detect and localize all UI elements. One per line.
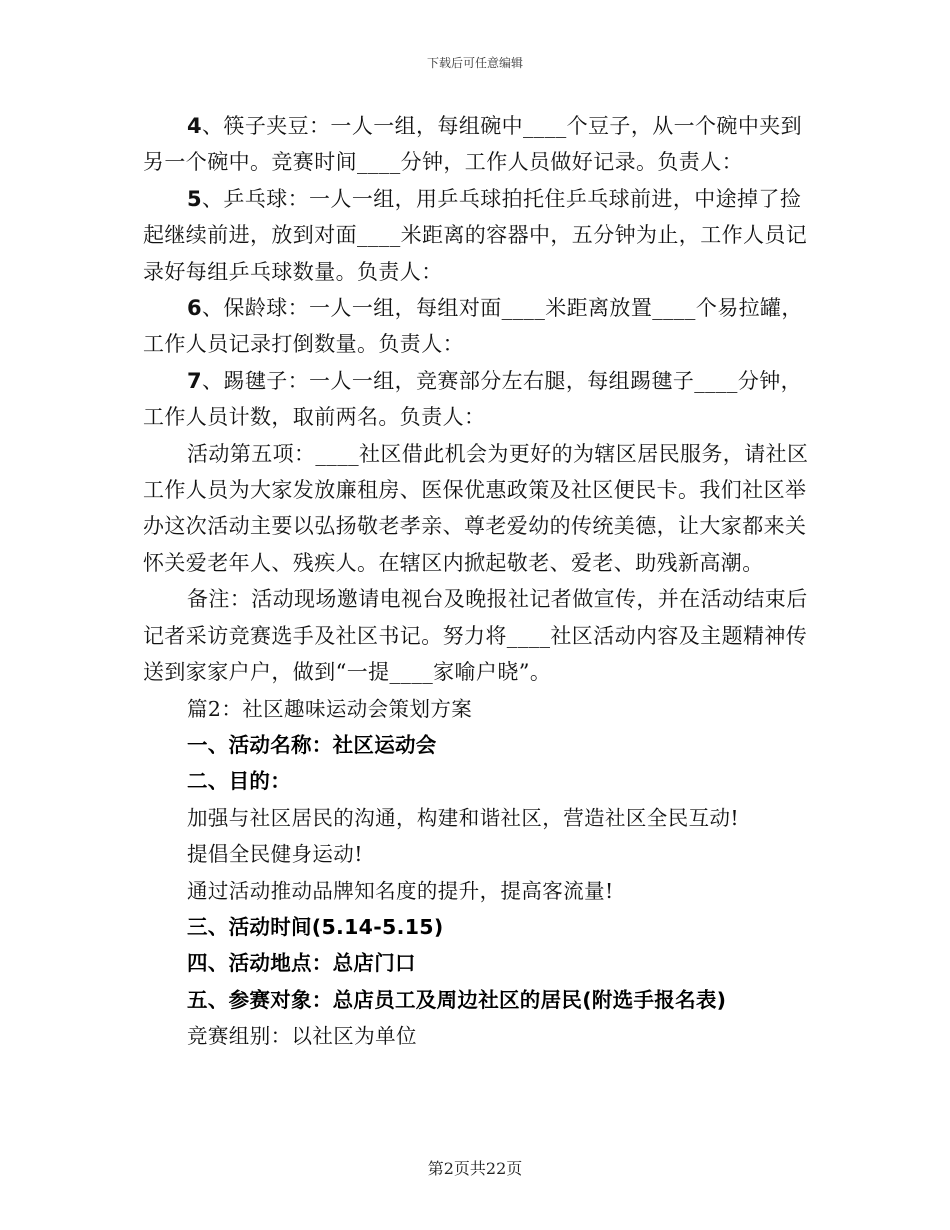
paragraph-item-5 xyxy=(143,181,813,290)
heading-activity-name: 一、活动名称：社区运动会 xyxy=(187,732,437,757)
page-header: 下载后可任意编辑 xyxy=(426,56,523,70)
item-number: 7 xyxy=(187,368,203,393)
paragraph-activity-five: 活动第五项：____社区借此机会为更好的为辖区居民服务，请社区工作人员为大家发放廉租房、医保优惠政策及社区便民卡。我们社区举办这次活动主要以弘扬敬老孝亲、尊老爱幼的传统美德，让大家都来关怀关爱老年人、残疾人。在辖区内掀起敬老、爱老、助残新高潮。 xyxy=(143,441,809,575)
paragraph-remarks: 备注：活动现场邀请电视台及晚报社记者做宣传，并在活动结束后记者采访竞赛选手及社区书记。努力将____社区活动内容及主题精神传送到家家户户，做到“一提____家喻户晓”。 xyxy=(143,587,808,685)
paragraph-text: 、踢毽子：一人一组，竞赛部分左右腿，每组踢毽子____分钟，工作人员计数，取前两名。负责人： xyxy=(143,368,803,430)
heading-purpose: 二、目的： xyxy=(187,769,291,794)
heading-participants: 五、参赛对象：总店员工及周边社区的居民(附选手报名表) xyxy=(187,987,727,1012)
item-number: 4 xyxy=(187,114,203,138)
item-number: 6 xyxy=(187,296,203,321)
page-footer: 第2页共22页 xyxy=(427,1159,523,1178)
section-title: 篇2：社区趣味运动会策划方案 xyxy=(187,696,473,721)
competition-group-line: 竞赛组别：以社区为单位 xyxy=(187,1024,417,1049)
document-body xyxy=(143,108,813,1055)
item-number: 5 xyxy=(187,186,203,211)
goal-line: 加强与社区居民的沟通，构建和谐社区，营造社区全民互动! xyxy=(187,805,740,830)
paragraph-item-4 xyxy=(143,108,813,181)
paragraph-text: 、保龄球：一人一组，每组对面____米距离放置____个易拉罐，工作人员记录打倒数量。负责人： xyxy=(143,296,803,357)
paragraph-item-6 xyxy=(143,290,813,363)
goal-line: 通过活动推动品牌知名度的提升，提高客流量! xyxy=(187,878,614,903)
paragraph-text: 、筷子夹豆：一人一组，每组碗中____个豆子，从一个碗中夹到另一个碗中。竞赛时间____分钟，工作人员做好记录。负责人： xyxy=(143,114,803,175)
heading-activity-location: 四、活动地点：总店门口 xyxy=(187,951,416,976)
goal-line: 提倡全民健身运动! xyxy=(187,842,363,867)
paragraph-text: 、乒乓球：一人一组，用乒乓球拍托住乒乓球前进，中途掉了捡起继续前进，放到对面____米距离的容器中，五分钟为止，工作人员记录好每组乒乓球数量。负责人： xyxy=(143,186,808,284)
heading-activity-time: 三、活动时间(5.14-5.15) xyxy=(187,914,444,939)
paragraph-item-7 xyxy=(143,363,813,436)
